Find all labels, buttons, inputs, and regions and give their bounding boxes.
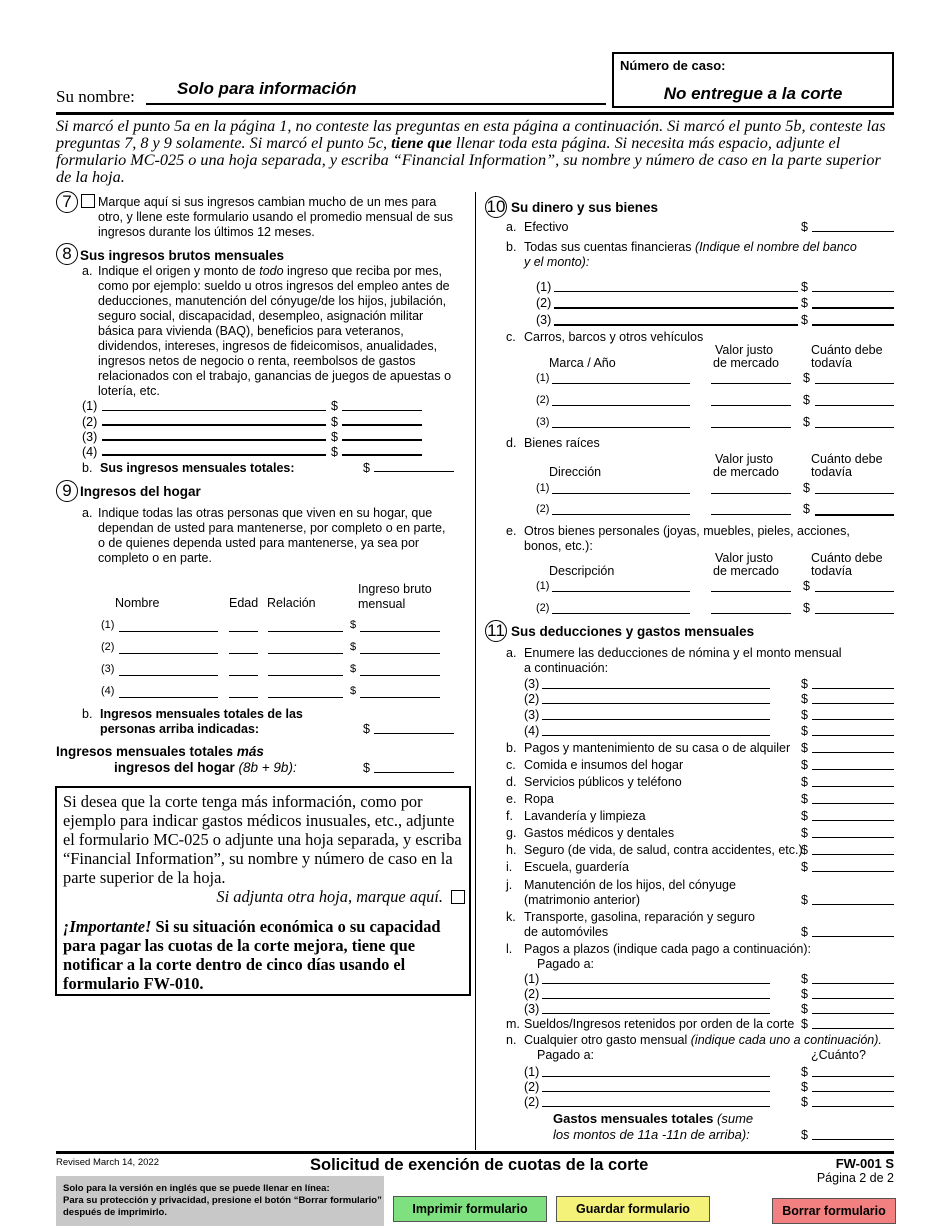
household-income-input[interactable] bbox=[360, 675, 440, 676]
personal-property-owed-input[interactable] bbox=[815, 613, 894, 614]
expense-amount-input[interactable] bbox=[812, 837, 894, 838]
income-amount-4-input[interactable] bbox=[342, 454, 422, 456]
household-row-label: (2) bbox=[101, 641, 115, 653]
expense-letter: d. bbox=[506, 775, 517, 789]
deduction-amount-input[interactable] bbox=[812, 735, 894, 736]
online-note bbox=[56, 1176, 384, 1226]
installment-dollar: $ bbox=[801, 987, 808, 1001]
child-support-input[interactable] bbox=[812, 904, 894, 905]
household-name-input[interactable] bbox=[119, 675, 218, 676]
s11k-text-2: de automóviles bbox=[524, 925, 609, 939]
col-ingreso-2: mensual bbox=[358, 597, 406, 611]
case-number-box bbox=[612, 52, 894, 108]
expense-amount-input[interactable] bbox=[812, 820, 894, 821]
installment-amount-input[interactable] bbox=[812, 998, 894, 999]
expense-label: Servicios públicos y teléfono bbox=[524, 775, 682, 789]
deduction-dollar: $ bbox=[801, 677, 808, 691]
name-value[interactable]: Solo para información bbox=[177, 79, 357, 98]
vehicle-dollar: $ bbox=[803, 393, 810, 407]
s8-dollar-1: $ bbox=[331, 399, 338, 413]
section-10-title: Su dinero y sus bienes bbox=[511, 200, 659, 215]
s11l-letter: l. bbox=[506, 942, 513, 956]
clear-button[interactable]: Borrar formulario bbox=[772, 1198, 896, 1224]
personal-property-description-input[interactable] bbox=[552, 613, 690, 614]
deduction-row-label: (3) bbox=[524, 708, 540, 722]
account-row-label: (3) bbox=[536, 313, 552, 327]
s10e-value-1: Valor justo bbox=[715, 551, 774, 565]
s11k-text-1: Transporte, gasolina, reparación y seguro bbox=[524, 910, 755, 924]
s8-dollar-3: $ bbox=[331, 430, 338, 444]
vehicle-description-input[interactable] bbox=[552, 383, 690, 384]
real-estate-row-label: (1) bbox=[536, 482, 550, 494]
s10e-owe-1: Cuánto debe bbox=[811, 551, 883, 565]
deduction-name-input[interactable] bbox=[542, 703, 770, 704]
deduction-row-label: (2) bbox=[524, 692, 540, 706]
real-estate-value-input[interactable] bbox=[711, 514, 791, 515]
other-expense-dollar: $ bbox=[801, 1095, 808, 1109]
s8-dollar-4: $ bbox=[331, 445, 338, 459]
s10d-text: Bienes raíces bbox=[524, 436, 600, 450]
account-amount-input[interactable] bbox=[812, 291, 894, 292]
household-dollar: $ bbox=[350, 663, 357, 675]
section-7-number: 7 bbox=[56, 191, 78, 213]
s10a-text: Efectivo bbox=[524, 220, 569, 234]
vehicle-row-label: (1) bbox=[536, 372, 550, 384]
expense-dollar: $ bbox=[801, 809, 808, 823]
important-notice: ¡Importante! Si su situación económica o su capacidad para pagar las cuotas de la corte mejora, tiene que notificar a la corte dentro de cinco días usando el formulario FW-010. bbox=[63, 917, 441, 993]
deduction-name-input[interactable] bbox=[542, 735, 770, 736]
s8b-dollar: $ bbox=[363, 461, 370, 475]
s8-dollar-2: $ bbox=[331, 415, 338, 429]
expense-letter: c. bbox=[506, 758, 516, 772]
s11a-text-2: a continuación: bbox=[524, 661, 609, 675]
note-line-3: después de imprimirlo. bbox=[63, 1207, 167, 1218]
expense-label: Ropa bbox=[524, 792, 554, 806]
s10e-text-1: Otros bienes personales (joyas, muebles, pieles, acciones, bbox=[524, 524, 850, 538]
s11m-text: Sueldos/Ingresos retenidos por orden de la corte bbox=[524, 1017, 795, 1031]
s9b-text-2: personas arriba indicadas: bbox=[100, 722, 260, 736]
s11m-letter: m. bbox=[506, 1017, 520, 1031]
real-estate-dollar: $ bbox=[803, 502, 810, 516]
section-8-title: Sus ingresos brutos mensuales bbox=[80, 248, 285, 263]
account-row-label: (2) bbox=[536, 296, 552, 310]
expense-dollar: $ bbox=[801, 860, 808, 874]
section-9a-text: Indique todas las otras personas que viven en su hogar, que dependan de usted para mantenerse, por completo o en parte, o de quienes dependa usted para mantenerse, ya sea por completo o en parte. bbox=[98, 506, 446, 565]
s10e-value-2: de mercado bbox=[713, 564, 780, 578]
s9b-letter: b. bbox=[82, 707, 93, 721]
household-age-input[interactable] bbox=[229, 653, 258, 654]
form-id: FW-001 S bbox=[835, 1156, 894, 1171]
installment-row-label: (1) bbox=[524, 972, 540, 986]
real-estate-row-label: (2) bbox=[536, 503, 550, 515]
vehicle-value-input[interactable] bbox=[711, 383, 791, 384]
real-estate-owed-input[interactable] bbox=[815, 493, 894, 494]
s11k-dollar: $ bbox=[801, 925, 808, 939]
section-10-number: 10 bbox=[486, 197, 506, 216]
s8-row-3: (3) bbox=[82, 430, 98, 444]
s10c-letter: c. bbox=[506, 330, 516, 344]
section-8a-text: Indique el origen y monto de todo ingreso que reciba por mes, como por ejemplo: sueldo u otros ingresos del empleo antes de deducciones, manutención del cónyuge/de los hijos, jubilación, seguro social, discapacidad, desempleo, asignación militar básica para vivienda (BAQ), beneficios para veteranos, dividendos, intereses, ingresos de fideicomisos, anualidades, ingresos netos de negocio o renta, reembolsos de gastos relacionados con el trabajo, ganancias de juegos de apuestas o lotería, etc. bbox=[98, 264, 452, 398]
household-age-input[interactable] bbox=[229, 675, 258, 676]
page-number: Página 2 de 2 bbox=[816, 1171, 894, 1185]
s9b-text-1: Ingresos mensuales totales de las bbox=[100, 707, 303, 721]
income-amount-1-input[interactable] bbox=[342, 410, 422, 411]
vehicle-description-input[interactable] bbox=[552, 427, 690, 428]
s10e-text-2: bonos, etc.): bbox=[524, 539, 593, 553]
header-rule bbox=[56, 112, 894, 115]
household-age-input[interactable] bbox=[229, 631, 258, 632]
s10c-text: Carros, barcos y otros vehículos bbox=[524, 330, 704, 344]
s11k-letter: k. bbox=[506, 910, 516, 924]
cash-input[interactable] bbox=[812, 231, 894, 232]
transport-input[interactable] bbox=[812, 936, 894, 937]
s10e-letter: e. bbox=[506, 524, 517, 538]
expense-amount-input[interactable] bbox=[812, 803, 894, 804]
s10e-col: Descripción bbox=[549, 564, 615, 578]
s10d-owe-2: todavía bbox=[811, 465, 853, 479]
expense-label: Lavandería y limpieza bbox=[524, 809, 646, 823]
note-line-2: Para su protección y privacidad, presione el botón “Borrar formulario” bbox=[63, 1195, 382, 1206]
other-expense-amount-input[interactable] bbox=[812, 1076, 894, 1077]
expense-dollar: $ bbox=[801, 741, 808, 755]
deduction-amount-input[interactable] bbox=[812, 703, 894, 704]
installment-amount-input[interactable] bbox=[812, 1013, 894, 1014]
expense-letter: e. bbox=[506, 792, 517, 806]
col-edad: Edad bbox=[229, 596, 259, 610]
other-expense-payee-input[interactable] bbox=[542, 1076, 770, 1077]
other-expense-row-label: (2) bbox=[524, 1095, 540, 1109]
s10c-owe-2: todavía bbox=[811, 356, 853, 370]
real-estate-description-input[interactable] bbox=[552, 514, 690, 515]
income-source-4-input[interactable] bbox=[102, 454, 326, 456]
expense-label: Comida e insumos del hogar bbox=[524, 758, 684, 772]
deduction-row-label: (4) bbox=[524, 724, 540, 738]
expense-letter: i. bbox=[506, 860, 513, 874]
form-title: Solicitud de exención de cuotas de la corte bbox=[310, 1156, 649, 1174]
personal-property-value-input[interactable] bbox=[711, 591, 791, 592]
expense-amount-input[interactable] bbox=[812, 871, 894, 872]
expense-amount-input[interactable] bbox=[812, 786, 894, 787]
income-source-2-input[interactable] bbox=[102, 424, 326, 426]
s10c-owe-1: Cuánto debe bbox=[811, 343, 883, 357]
other-expense-amount-input[interactable] bbox=[812, 1106, 894, 1107]
installment-row-label: (3) bbox=[524, 1002, 540, 1016]
section-8-number: 8 bbox=[56, 243, 78, 265]
s8-row-4: (4) bbox=[82, 445, 98, 459]
household-relation-input[interactable] bbox=[268, 697, 343, 698]
grand-total-dollar: $ bbox=[363, 761, 370, 775]
installment-dollar: $ bbox=[801, 972, 808, 986]
total-plus-household-2: ingresos del hogar (8b + 9b): bbox=[114, 760, 297, 775]
real-estate-dollar: $ bbox=[803, 481, 810, 495]
s8a-letter: a. bbox=[82, 264, 93, 278]
household-dollar: $ bbox=[350, 619, 357, 631]
household-dollar: $ bbox=[350, 685, 357, 697]
s10d-value-2: de mercado bbox=[713, 465, 780, 479]
name-underline bbox=[146, 103, 606, 105]
vehicle-owed-input[interactable] bbox=[815, 383, 894, 384]
household-name-input[interactable] bbox=[119, 631, 218, 632]
expense-amount-input[interactable] bbox=[812, 752, 894, 753]
s10d-owe-1: Cuánto debe bbox=[811, 452, 883, 466]
household-name-input[interactable] bbox=[119, 697, 218, 698]
other-expense-row-label: (1) bbox=[524, 1065, 540, 1079]
total-plus-household-1: Ingresos mensuales totales más bbox=[56, 744, 264, 759]
account-dollar: $ bbox=[801, 313, 808, 327]
s10b-letter: b. bbox=[506, 240, 517, 254]
vehicle-description-input[interactable] bbox=[552, 405, 690, 406]
household-income-input[interactable] bbox=[360, 653, 440, 654]
deduction-dollar: $ bbox=[801, 708, 808, 722]
s11a-letter: a. bbox=[506, 646, 517, 660]
note-line-1: Solo para la versión en inglés que se puede llenar en línea: bbox=[63, 1183, 330, 1194]
expense-amount-input[interactable] bbox=[812, 769, 894, 770]
other-expense-dollar: $ bbox=[801, 1080, 808, 1094]
garnishment-input[interactable] bbox=[812, 1028, 894, 1029]
household-income-input[interactable] bbox=[360, 697, 440, 698]
s11j-text-2: (matrimonio anterior) bbox=[524, 893, 641, 907]
expense-letter: f. bbox=[506, 809, 513, 823]
s11n-letter: n. bbox=[506, 1033, 517, 1047]
s11n-text: Cualquier otro gasto mensual (indique cada uno a continuación). bbox=[524, 1033, 882, 1047]
s11n-how: ¿Cuánto? bbox=[811, 1048, 866, 1062]
s8-row-1: (1) bbox=[82, 399, 98, 413]
vehicle-row-label: (3) bbox=[536, 416, 550, 428]
household-name-input[interactable] bbox=[119, 653, 218, 654]
expense-dollar: $ bbox=[801, 826, 808, 840]
household-income-input[interactable] bbox=[360, 631, 440, 632]
s8b-text: Sus ingresos mensuales totales: bbox=[100, 461, 295, 475]
real-estate-description-input[interactable] bbox=[552, 493, 690, 494]
account-dollar: $ bbox=[801, 280, 808, 294]
household-total-input[interactable] bbox=[374, 733, 454, 734]
installment-payee-input[interactable] bbox=[542, 983, 770, 984]
s11j-dollar: $ bbox=[801, 893, 808, 907]
expenses-total-input[interactable] bbox=[812, 1139, 894, 1140]
s10d-value-1: Valor justo bbox=[715, 452, 774, 466]
other-expense-dollar: $ bbox=[801, 1065, 808, 1079]
installment-payee-input[interactable] bbox=[542, 1013, 770, 1014]
personal-property-value-input[interactable] bbox=[711, 613, 791, 614]
s9a-letter: a. bbox=[82, 506, 93, 520]
s11j-text-1: Manutención de los hijos, del cónyuge bbox=[524, 878, 736, 892]
s8-row-2: (2) bbox=[82, 415, 98, 429]
case-label: Número de caso: bbox=[620, 58, 726, 73]
household-row-label: (4) bbox=[101, 685, 115, 697]
s11a-text-1: Enumere las deducciones de nómina y el monto mensual bbox=[524, 646, 842, 660]
personal-property-dollar: $ bbox=[803, 601, 810, 615]
expense-dollar: $ bbox=[801, 843, 808, 857]
s11n-paid: Pagado a: bbox=[537, 1048, 594, 1062]
expense-dollar: $ bbox=[801, 792, 808, 806]
s8b-letter: b. bbox=[82, 461, 93, 475]
account-row-label: (1) bbox=[536, 280, 552, 294]
other-expense-payee-input[interactable] bbox=[542, 1091, 770, 1092]
col-nombre: Nombre bbox=[115, 596, 160, 610]
personal-property-dollar: $ bbox=[803, 579, 810, 593]
personal-property-row-label: (2) bbox=[536, 602, 550, 614]
expense-letter: b. bbox=[506, 741, 517, 755]
real-estate-owed-input[interactable] bbox=[815, 514, 894, 516]
total-monthly-income-input[interactable] bbox=[374, 471, 454, 472]
expenses-total-2: los montos de 11a -11n de arriba): bbox=[553, 1127, 750, 1142]
expense-label: Gastos médicos y dentales bbox=[524, 826, 675, 840]
expenses-total-dollar: $ bbox=[801, 1128, 808, 1142]
attach-label: Si adjunta otra hoja, marque aquí. bbox=[216, 887, 443, 906]
section-11-title: Sus deducciones y gastos mensuales bbox=[511, 624, 755, 639]
s11l-paid: Pagado a: bbox=[537, 957, 594, 971]
s10e-owe-2: todavía bbox=[811, 564, 853, 578]
account-name-input[interactable] bbox=[554, 324, 798, 326]
deduction-amount-input[interactable] bbox=[812, 688, 894, 689]
expense-amount-input[interactable] bbox=[812, 854, 894, 855]
installment-dollar: $ bbox=[801, 1002, 808, 1016]
household-age-input[interactable] bbox=[229, 697, 258, 698]
personal-property-owed-input[interactable] bbox=[815, 591, 894, 592]
account-amount-input[interactable] bbox=[812, 307, 894, 309]
installment-row-label: (2) bbox=[524, 987, 540, 1001]
deduction-dollar: $ bbox=[801, 724, 808, 738]
vehicle-value-input[interactable] bbox=[711, 405, 791, 406]
deduction-name-input[interactable] bbox=[542, 688, 770, 689]
s9b-dollar: $ bbox=[363, 722, 370, 736]
s10c-value-2: de mercado bbox=[713, 356, 780, 370]
expenses-total-1: Gastos mensuales totales (sume bbox=[553, 1111, 754, 1126]
other-expense-row-label: (2) bbox=[524, 1080, 540, 1094]
deduction-row-label: (3) bbox=[524, 677, 540, 691]
income-amount-3-input[interactable] bbox=[342, 439, 422, 441]
footer-rule bbox=[56, 1151, 894, 1154]
s10b-text: Todas sus cuentas financieras (Indique el nombre del banco bbox=[524, 240, 857, 254]
vehicle-owed-input[interactable] bbox=[815, 427, 894, 428]
vehicle-owed-input[interactable] bbox=[815, 405, 894, 406]
account-amount-input[interactable] bbox=[812, 324, 894, 326]
deduction-name-input[interactable] bbox=[542, 719, 770, 720]
expense-dollar: $ bbox=[801, 775, 808, 789]
section-9-title: Ingresos del hogar bbox=[80, 484, 201, 499]
s11l-text: Pagos a plazos (indique cada pago a continuación): bbox=[524, 942, 812, 956]
s10a-dollar: $ bbox=[801, 220, 808, 234]
deduction-dollar: $ bbox=[801, 692, 808, 706]
household-dollar: $ bbox=[350, 641, 357, 653]
income-amount-2-input[interactable] bbox=[342, 424, 422, 426]
expense-letter: g. bbox=[506, 826, 517, 840]
account-name-input[interactable] bbox=[554, 307, 798, 309]
intro-text: Si marcó el punto 5a en la página 1, no conteste las preguntas en esta página a continuación. Si marcó el punto 5b, conteste las preguntas 7, 8 y 9 solamente. Si marcó el punto 5c, tiene que llenar toda esta página. Si necesita más espacio, adjunte el formulario MC-025 o una hoja separada, y escriba “Financial Information”, su nombre y número de caso en la parte superior de la hoja. bbox=[56, 117, 886, 186]
col-ingreso-1: Ingreso bruto bbox=[358, 582, 432, 596]
income-varies-checkbox[interactable] bbox=[81, 194, 95, 208]
real-estate-value-input[interactable] bbox=[711, 493, 791, 494]
section-11-number: 11 bbox=[485, 620, 507, 642]
col-relacion: Relación bbox=[267, 596, 316, 610]
household-row-label: (3) bbox=[101, 663, 115, 675]
name-label: Su nombre: bbox=[56, 87, 135, 106]
vehicle-row-label: (2) bbox=[536, 394, 550, 406]
s11m-dollar: $ bbox=[801, 1017, 808, 1031]
print-button[interactable]: Imprimir formulario bbox=[393, 1196, 547, 1222]
household-relation-input[interactable] bbox=[268, 653, 343, 654]
attach-checkbox[interactable] bbox=[451, 890, 465, 904]
s11j-letter: j. bbox=[506, 878, 513, 892]
vehicle-dollar: $ bbox=[803, 371, 810, 385]
s10a-letter: a. bbox=[506, 220, 517, 234]
deduction-amount-input[interactable] bbox=[812, 719, 894, 720]
household-row-label: (1) bbox=[101, 619, 115, 631]
vehicle-value-input[interactable] bbox=[711, 427, 791, 428]
revised-date: Revised March 14, 2022 bbox=[56, 1157, 159, 1168]
installment-payee-input[interactable] bbox=[542, 998, 770, 999]
grand-total-input[interactable] bbox=[374, 772, 454, 773]
expense-label: Pagos y mantenimiento de su casa o de alquiler bbox=[524, 741, 791, 755]
column-divider bbox=[475, 192, 476, 1150]
s10b-text-2: y el monto): bbox=[524, 255, 590, 269]
info-text: Si desea que la corte tenga más información, como por ejemplo para indicar gastos médicos inusuales, etc., adjunte el formulario MC-025 o adjunte una hoja separada, y escriba “Financial Information”, su nombre y número de caso en la parte superior de la hoja. bbox=[63, 792, 462, 887]
s10d-col: Dirección bbox=[549, 465, 602, 479]
s10d-letter: d. bbox=[506, 436, 517, 450]
info-box bbox=[55, 786, 471, 996]
case-value[interactable]: No entregue a la corte bbox=[663, 84, 843, 103]
section-7-text: Marque aquí si sus ingresos cambian mucho de un mes para otro, y llene este formulario usando el promedio mensual de sus ingresos durante los últimos 12 meses. bbox=[98, 195, 454, 239]
personal-property-description-input[interactable] bbox=[552, 591, 690, 592]
account-name-input[interactable] bbox=[554, 291, 798, 292]
expense-dollar: $ bbox=[801, 758, 808, 772]
vehicle-dollar: $ bbox=[803, 415, 810, 429]
other-expense-payee-input[interactable] bbox=[542, 1106, 770, 1107]
other-expense-amount-input[interactable] bbox=[812, 1091, 894, 1092]
expense-label: Escuela, guardería bbox=[524, 860, 629, 874]
expense-label: Seguro (de vida, de salud, contra accidentes, etc.) bbox=[524, 843, 803, 857]
income-source-3-input[interactable] bbox=[102, 439, 326, 441]
income-source-1-input[interactable] bbox=[102, 410, 326, 411]
household-relation-input[interactable] bbox=[268, 631, 343, 632]
save-button[interactable]: Guardar formulario bbox=[556, 1196, 710, 1222]
s10c-col: Marca / Año bbox=[549, 356, 616, 370]
household-relation-input[interactable] bbox=[268, 675, 343, 676]
personal-property-row-label: (1) bbox=[536, 580, 550, 592]
installment-amount-input[interactable] bbox=[812, 983, 894, 984]
s10c-value-1: Valor justo bbox=[715, 343, 774, 357]
section-9-number: 9 bbox=[56, 480, 78, 502]
account-dollar: $ bbox=[801, 296, 808, 310]
expense-letter: h. bbox=[506, 843, 517, 857]
